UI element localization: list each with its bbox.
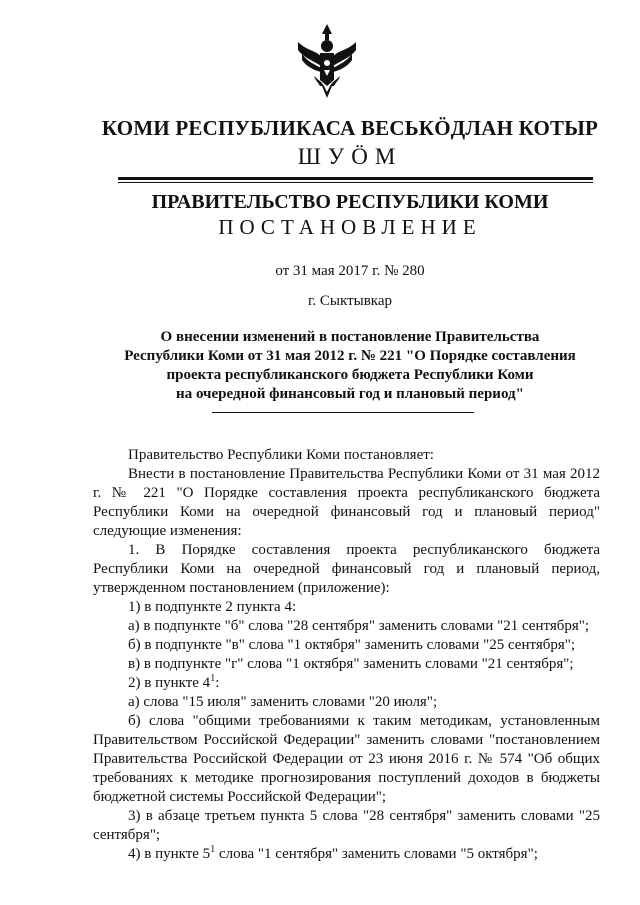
body-paragraph: в) в подпункте "г" слова "1 октября" заменить словами "21 сентября"; (128, 656, 574, 672)
coat-of-arms-emblem (296, 20, 358, 102)
russian-government-name: ПРАВИТЕЛЬСТВО РЕСПУБЛИКИ КОМИ (151, 191, 549, 213)
document-body (93, 446, 600, 864)
header-divider-thin (118, 182, 593, 183)
komi-government-name: КОМИ РЕСПУБЛИКАСА ВЕСЬКÖДЛАН КОТЫР (101, 116, 599, 140)
title-line-4: на очередной финансовый год и плановый период" (176, 386, 524, 402)
header-divider-thick (118, 177, 593, 180)
title-line-2: Республики Коми от 31 мая 2012 г. № 221 "О Порядке составления (124, 348, 576, 364)
body-paragraph: а) слова "15 июля" заменить словами "20 июля"; (128, 694, 438, 710)
title-line-1: О внесении изменений в постановление Правительства (160, 329, 540, 345)
paragraph-text: слова "1 сентября" заменить словами "5 октября"; (215, 846, 538, 862)
body-paragraph: б) в подпункте "в" слова "1 октября" заменить словами "25 сентября"; (128, 637, 576, 653)
body-paragraph: 1. В Порядке составления проекта республиканского бюджета Республики Коми на очередной финансовый год и плановый период, утвержденном постановлением (приложение): (93, 542, 600, 596)
title-line-3: проекта республиканского бюджета Республики Коми (166, 367, 534, 383)
body-paragraph (93, 674, 600, 693)
body-paragraph: Внести в постановление Правительства Республики Коми от 31 мая 2012 г. № 221 "О Порядке составления проекта республиканского бюджета Республики Коми на очередной финансовый год и плановый период" следующие изменения: (93, 466, 600, 539)
body-paragraph (93, 845, 600, 864)
superscript: 1 (210, 844, 216, 855)
body-paragraph: Правительство Республики Коми постановляет: (128, 447, 434, 463)
superscript: 1 (210, 673, 216, 684)
title-underline (212, 412, 474, 413)
russian-document-type: ПОСТАНОВЛЕНИЕ (218, 215, 482, 239)
body-paragraph: 1) в подпункте 2 пункта 4: (128, 599, 297, 615)
document-date-number: от 31 мая 2017 г. № 280 (275, 263, 425, 279)
body-paragraph: 3) в абзаце третьем пункта 5 слова "28 сентября" заменить словами "25 сентября"; (93, 808, 600, 843)
paragraph-text: 4) в пункте 5 (128, 846, 211, 862)
paragraph-text: : (215, 675, 220, 691)
body-paragraph: а) в подпункте "б" слова "28 сентября" заменить словами "21 сентября"; (128, 618, 590, 634)
body-paragraph: б) слова "общими требованиями к таким методикам, установленным Правительством Российской Федерации" заменить словами "постановлением Правительства Российской Федерации от 23 июня 2016 г. № 574 "Об общих требованиях к методике прогнозирования поступлений доходов в бюджеты бюджетной системы Российской Федерации"; (93, 713, 600, 805)
komi-document-type: ШУÖМ (297, 144, 403, 169)
paragraph-text: 2) в пункте 4 (128, 675, 211, 691)
document-title (100, 328, 600, 404)
document-city: г. Сыктывкар (307, 293, 393, 309)
